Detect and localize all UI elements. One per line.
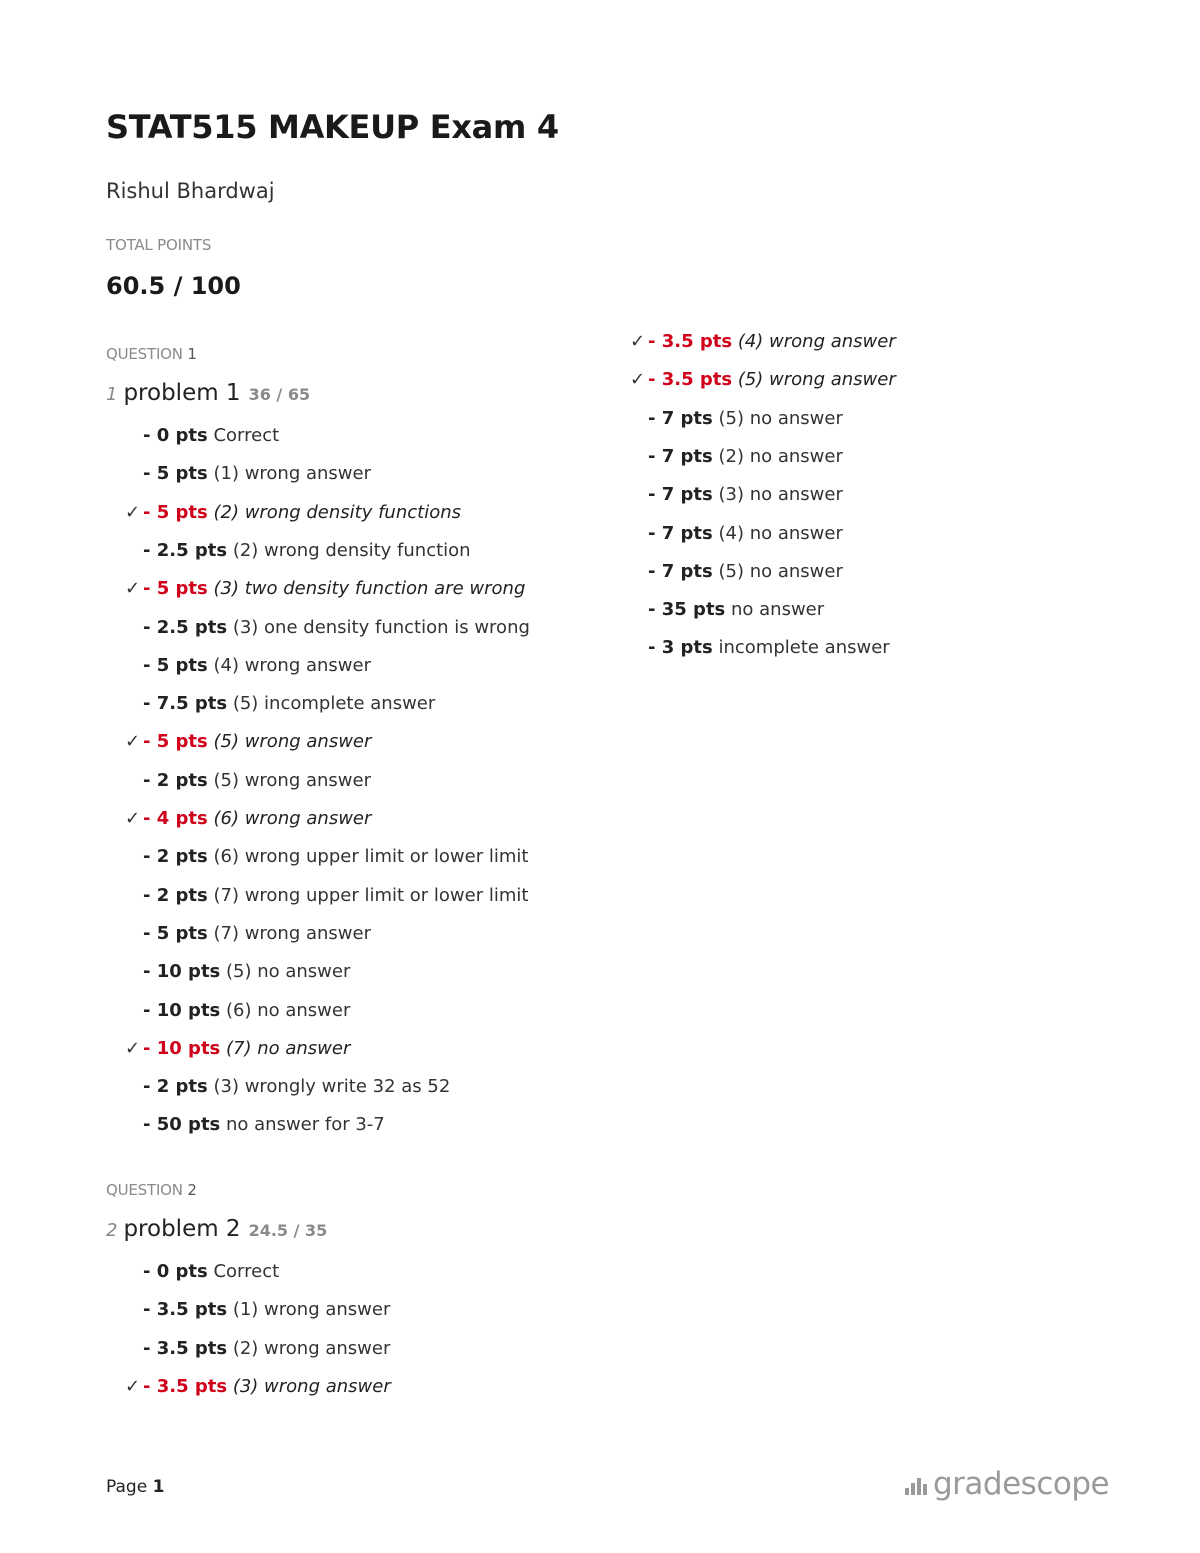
problem-name: problem 1 [123, 380, 241, 406]
rubric-description: (7) no answer [226, 1037, 351, 1059]
problem-number: 1 [106, 384, 118, 405]
rubric-description: (3) no answer [718, 484, 843, 506]
rubric-description: (5) no answer [718, 560, 843, 582]
rubric-description: (1) wrong answer [213, 463, 371, 485]
rubric-item-applied [630, 369, 896, 391]
total-points-label: TOTAL POINTS [106, 236, 212, 254]
problem-score: 36 / 65 [248, 385, 311, 404]
rubric-points: - 2 pts [143, 884, 208, 906]
checkmark-icon: ✓ [125, 808, 141, 829]
question-number: 2 [187, 1181, 197, 1199]
gradescope-logo [905, 1466, 1109, 1502]
rubric-description: Correct [213, 1261, 280, 1282]
rubric-item [143, 1114, 385, 1135]
problem-2-heading [106, 1216, 327, 1242]
rubric-description: (5) wrong answer [737, 369, 896, 391]
rubric-points: - 4 pts [143, 808, 208, 829]
question-label-text: QUESTION [106, 345, 183, 363]
rubric-item [143, 923, 371, 944]
rubric-description: no answer [731, 599, 825, 621]
rubric-item [648, 637, 890, 658]
rubric-description: (5) no answer [718, 407, 843, 429]
rubric-item-applied [125, 578, 526, 600]
rubric-points: - 10 pts [143, 961, 221, 983]
rubric-description: (1) wrong answer [232, 1299, 391, 1321]
rubric-description: (6) wrong upper limit or lower limit [213, 846, 529, 868]
rubric-points: - 7 pts [648, 484, 713, 506]
rubric-points: - 5 pts [143, 654, 208, 676]
rubric-item [143, 463, 371, 484]
checkmark-icon: ✓ [125, 578, 141, 600]
rubric-item [648, 523, 843, 544]
rubric-item-applied [630, 331, 896, 352]
rubric-points: - 5 pts [143, 501, 208, 523]
rubric-description: (5) incomplete answer [232, 693, 436, 715]
rubric-item [143, 1338, 390, 1359]
rubric-item [143, 1000, 350, 1021]
rubric-points: - 2 pts [143, 1076, 208, 1098]
checkmark-icon: ✓ [125, 1375, 141, 1397]
total-points-value: 60.5 / 100 [106, 272, 241, 300]
rubric-description: (4) wrong answer [737, 331, 896, 352]
rubric-item [143, 770, 371, 791]
rubric-points: - 5 pts [143, 463, 208, 485]
rubric-points: - 3 pts [648, 637, 713, 659]
rubric-description: (3) wrong answer [232, 1375, 391, 1397]
checkmark-icon: ✓ [630, 369, 646, 391]
rubric-points: - 2.5 pts [143, 539, 228, 561]
problem-1-heading [106, 380, 310, 406]
rubric-description: (4) wrong answer [213, 654, 371, 676]
rubric-points: - 3.5 pts [648, 331, 733, 352]
rubric-description: (2) wrong answer [232, 1337, 391, 1359]
rubric-points: - 5 pts [143, 578, 208, 600]
checkmark-icon: ✓ [125, 731, 141, 753]
question-2-label [106, 1181, 197, 1199]
rubric-points: - 3.5 pts [143, 1299, 228, 1321]
rubric-item [648, 408, 843, 429]
student-name: Rishul Bhardwaj [106, 179, 275, 203]
rubric-item [143, 693, 435, 714]
rubric-description: Correct [213, 425, 280, 446]
problem-name: problem 2 [123, 1216, 241, 1242]
page-label: Page [106, 1477, 148, 1497]
rubric-points: - 7 pts [648, 560, 713, 582]
rubric-item-applied [125, 1375, 391, 1397]
rubric-item-applied [125, 731, 372, 753]
rubric-item [648, 446, 843, 467]
rubric-description: (3) two density function are wrong [213, 578, 526, 600]
rubric-description: (5) wrong answer [213, 731, 372, 753]
rubric-points: - 10 pts [143, 999, 221, 1021]
rubric-description: (7) wrong upper limit or lower limit [213, 884, 529, 906]
rubric-item-applied [125, 1037, 351, 1059]
question-1-label [106, 345, 197, 363]
rubric-description: incomplete answer [718, 637, 890, 659]
problem-number: 2 [106, 1220, 118, 1241]
rubric-points: - 7.5 pts [143, 693, 228, 715]
checkmark-icon: ✓ [125, 501, 141, 523]
rubric-points: - 7 pts [648, 522, 713, 544]
rubric-points: - 50 pts [143, 1114, 221, 1136]
rubric-points: - 0 pts [143, 1261, 208, 1282]
rubric-description: (3) one density function is wrong [232, 616, 530, 638]
rubric-item [143, 846, 528, 867]
rubric-item [143, 540, 471, 561]
rubric-points: - 2 pts [143, 846, 208, 868]
bar-chart-icon [905, 1477, 929, 1495]
problem-score: 24.5 / 35 [248, 1221, 328, 1240]
rubric-points: - 10 pts [143, 1037, 221, 1059]
page-number [106, 1477, 164, 1497]
rubric-item [143, 1076, 450, 1097]
rubric-description: (5) no answer [226, 961, 351, 983]
rubric-points: - 2.5 pts [143, 616, 228, 638]
rubric-item [143, 885, 528, 906]
rubric-item-applied [125, 808, 372, 829]
rubric-description: (3) wrongly write 32 as 52 [213, 1076, 451, 1098]
rubric-item [143, 617, 530, 638]
rubric-points: - 5 pts [143, 922, 208, 944]
rubric-item [648, 561, 843, 582]
rubric-description: (2) no answer [718, 445, 843, 467]
rubric-description: (5) wrong answer [213, 769, 371, 791]
rubric-points: - 5 pts [143, 731, 208, 753]
rubric-item-applied [125, 501, 462, 523]
question-number: 1 [187, 345, 197, 363]
rubric-item [143, 1261, 279, 1282]
rubric-points: - 3.5 pts [143, 1337, 228, 1359]
brand-name: gradescope [933, 1466, 1110, 1502]
rubric-points: - 0 pts [143, 425, 208, 446]
page-number-value: 1 [152, 1477, 165, 1497]
rubric-item [648, 484, 843, 505]
rubric-item [143, 961, 350, 982]
rubric-points: - 7 pts [648, 445, 713, 467]
rubric-points: - 3.5 pts [648, 369, 733, 391]
checkmark-icon: ✓ [630, 331, 646, 352]
checkmark-icon: ✓ [125, 1037, 141, 1059]
rubric-description: (2) wrong density function [232, 539, 471, 561]
rubric-points: - 2 pts [143, 769, 208, 791]
rubric-item [143, 1299, 390, 1320]
rubric-description: (6) wrong answer [213, 808, 372, 829]
rubric-points: - 7 pts [648, 407, 713, 429]
rubric-description: (6) no answer [226, 999, 351, 1021]
rubric-description: (7) wrong answer [213, 922, 371, 944]
rubric-item [143, 655, 371, 676]
rubric-points: - 3.5 pts [143, 1375, 228, 1397]
question-label-text: QUESTION [106, 1181, 183, 1199]
exam-title: STAT515 MAKEUP Exam 4 [106, 108, 559, 146]
rubric-item [648, 599, 824, 620]
rubric-points: - 35 pts [648, 599, 726, 621]
rubric-item [143, 425, 279, 446]
rubric-description: (2) wrong density functions [213, 501, 462, 523]
rubric-description: no answer for 3-7 [226, 1114, 385, 1136]
rubric-description: (4) no answer [718, 522, 843, 544]
